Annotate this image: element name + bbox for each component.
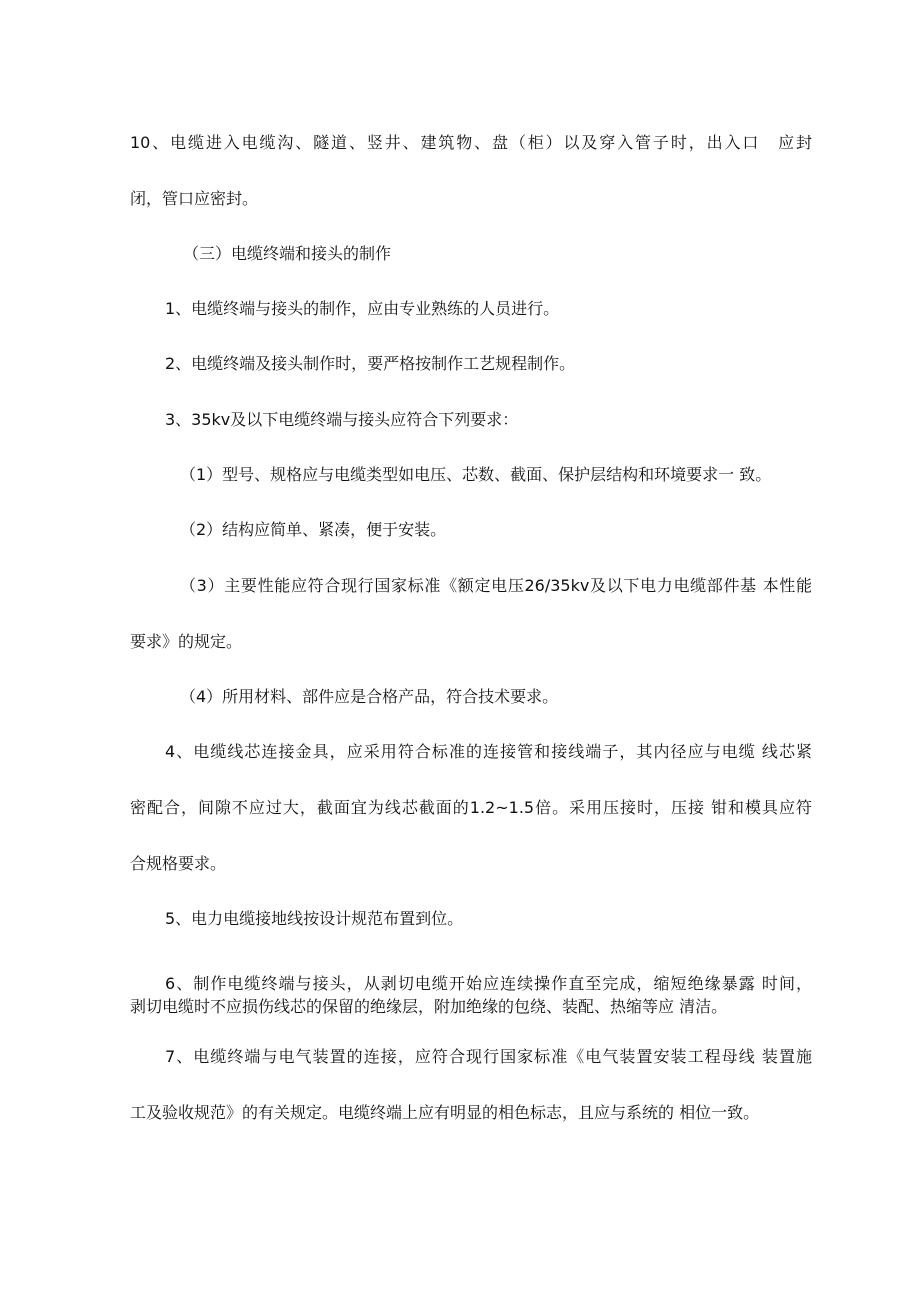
item-7-line-2: 工及验收规范》的有关规定。电缆终端上应有明显的相色标志，且应与系统的 相位一致。 <box>130 1103 760 1122</box>
sub-item-1: （1）型号、规格应与电缆类型如电压、芯数、截面、保护层结构和环境要求一 致。 <box>180 465 772 484</box>
item-4-line-2: 密配合，间隙不应过大，截面宜为线芯截面的1.2~1.5倍。采用压接时，压接 钳和模具应符 <box>130 798 812 817</box>
sub-item-2: （2）结构应简单、紧凑，便于安装。 <box>180 520 447 539</box>
section-heading-3: （三）电缆终端和接头的制作 <box>183 244 392 263</box>
paragraph-10-line-1: 10、电缆进入电缆沟、隧道、竖井、建筑物、盘（柜）以及穿入管子时，出入口 应封 <box>130 133 812 152</box>
item-5: 5、电力电缆接地线按设计规范布置到位。 <box>165 909 464 928</box>
item-6-line-2: 剥切电缆时不应损伤线芯的保留的绝缘层，附加绝缘的包绕、装配、热缩等应 清洁。 <box>130 997 728 1016</box>
sub-item-4: （4）所用材料、部件应是合格产品，符合技术要求。 <box>180 687 559 706</box>
item-2: 2、电缆终端及接头制作时，要严格按制作工艺规程制作。 <box>165 354 576 373</box>
item-3: 3、35kv及以下电缆终端与接头应符合下列要求： <box>165 410 519 429</box>
item-4-line-3: 合规格要求。 <box>130 854 227 873</box>
item-4-line-1: 4、电缆线芯连接金具，应采用符合标准的连接管和接线端子，其内径应与电缆 线芯紧 <box>165 742 812 761</box>
item-7-line-1: 7、电缆终端与电气装置的连接，应符合现行国家标准《电气装置安装工程母线 装置施 <box>165 1047 812 1066</box>
sub-item-3-line-2: 要求》的规定。 <box>130 632 243 651</box>
paragraph-10-line-2: 闭，管口应密封。 <box>130 189 259 208</box>
item-1: 1、电缆终端与接头的制作，应由专业熟练的人员进行。 <box>165 299 560 318</box>
item-6-line-1: 6、制作电缆终端与接头，从剥切电缆开始应连续操作直至完成，缩短绝缘暴露 时间， <box>165 974 812 993</box>
sub-item-3-line-1: （3）主要性能应符合现行国家标准《额定电压26∕35kv及以下电力电缆部件基 本性能 <box>180 576 812 595</box>
